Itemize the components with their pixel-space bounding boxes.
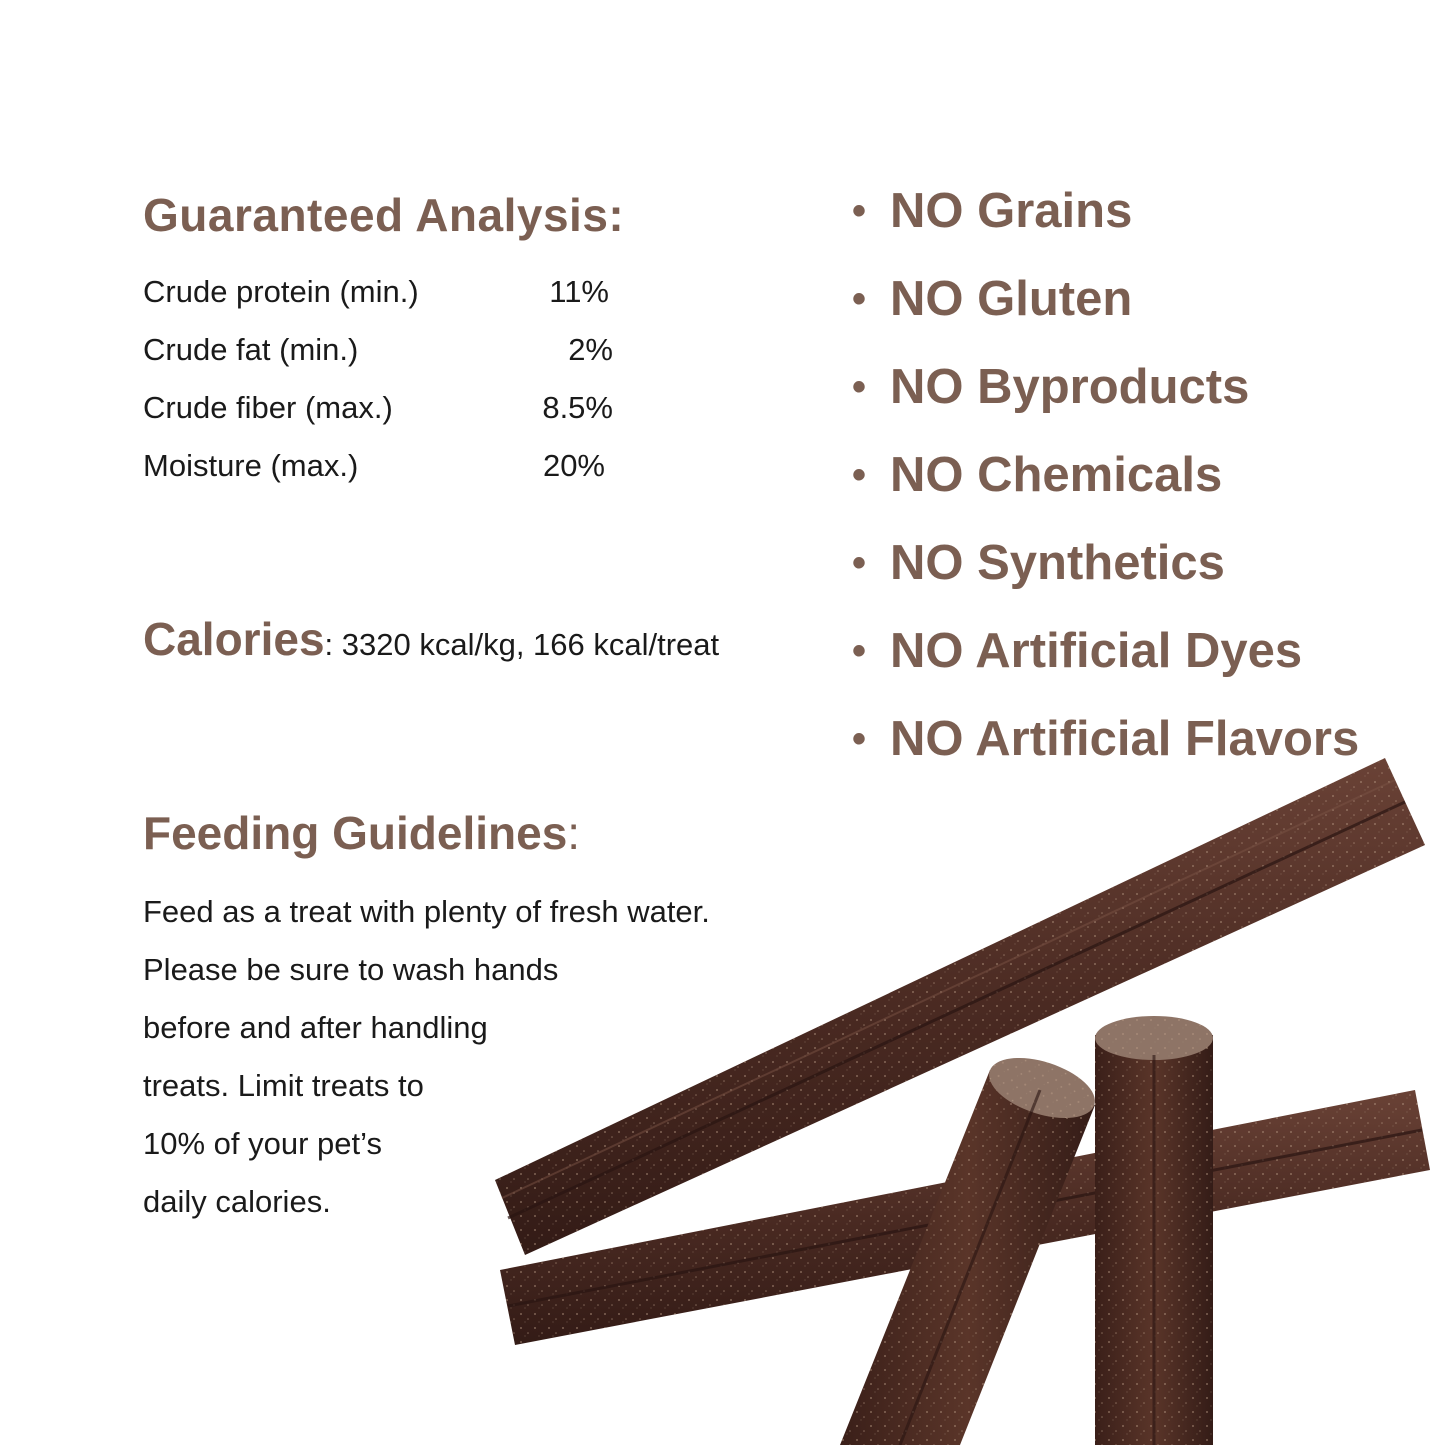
treat-sticks-photo [490,750,1445,1445]
claim-label: NO Grains [890,184,1133,238]
feeding-colon: : [567,807,581,859]
feeding-heading: Feeding Guidelines [143,807,568,859]
analysis-value: 8.5% [542,390,613,425]
calories-heading: Calories [143,613,325,665]
bullet-icon: • [852,717,867,761]
bullet-icon: • [852,629,867,673]
feeding-line: Feed as a treat with plenty of fresh water. [143,894,710,929]
bullet-icon: • [852,365,867,409]
claim-label: NO Chemicals [890,448,1223,502]
analysis-row [143,330,623,370]
claim-label: NO Byproducts [890,360,1250,414]
feeding-line: 10% of your pet’s [143,1126,382,1161]
claim-item [852,271,1359,359]
calories-text: : 3320 kcal/kg, 166 kcal/treat [324,627,720,662]
analysis-value: 20% [542,448,605,483]
claim-item [852,623,1359,711]
claim-label: NO Synthetics [890,536,1225,590]
feeding-line: before and after handling [143,1010,488,1045]
claim-label: NO Artificial Flavors [890,712,1360,766]
analysis-label: Crude protein (min.) [143,274,419,309]
calories-line [143,612,719,666]
analysis-value: 11% [549,274,609,309]
feeding-line: daily calories. [143,1184,331,1219]
claim-label: NO Artificial Dyes [890,624,1303,678]
analysis-row [143,446,623,486]
analysis-title: Guaranteed Analysis: [143,189,625,241]
claim-item [852,535,1359,623]
claims-list [852,183,1359,799]
bullet-icon: • [852,189,867,233]
feeding-line: treats. Limit treats to [143,1068,424,1103]
claim-item [852,447,1359,535]
analysis-label: Crude fiber (max.) [143,390,393,425]
analysis-label: Moisture (max.) [143,448,359,483]
bullet-icon: • [852,277,867,321]
treat-stick-upright [1095,1016,1213,1445]
claim-item [852,183,1359,271]
bullet-icon: • [852,541,867,585]
feeding-line: Please be sure to wash hands [143,952,559,987]
analysis-row [143,388,623,428]
analysis-label: Crude fat (min.) [143,332,359,367]
bullet-icon: • [852,453,867,497]
analysis-row [143,272,623,312]
analysis-value: 2% [568,332,613,367]
claim-label: NO Gluten [890,272,1133,326]
claim-item [852,359,1359,447]
